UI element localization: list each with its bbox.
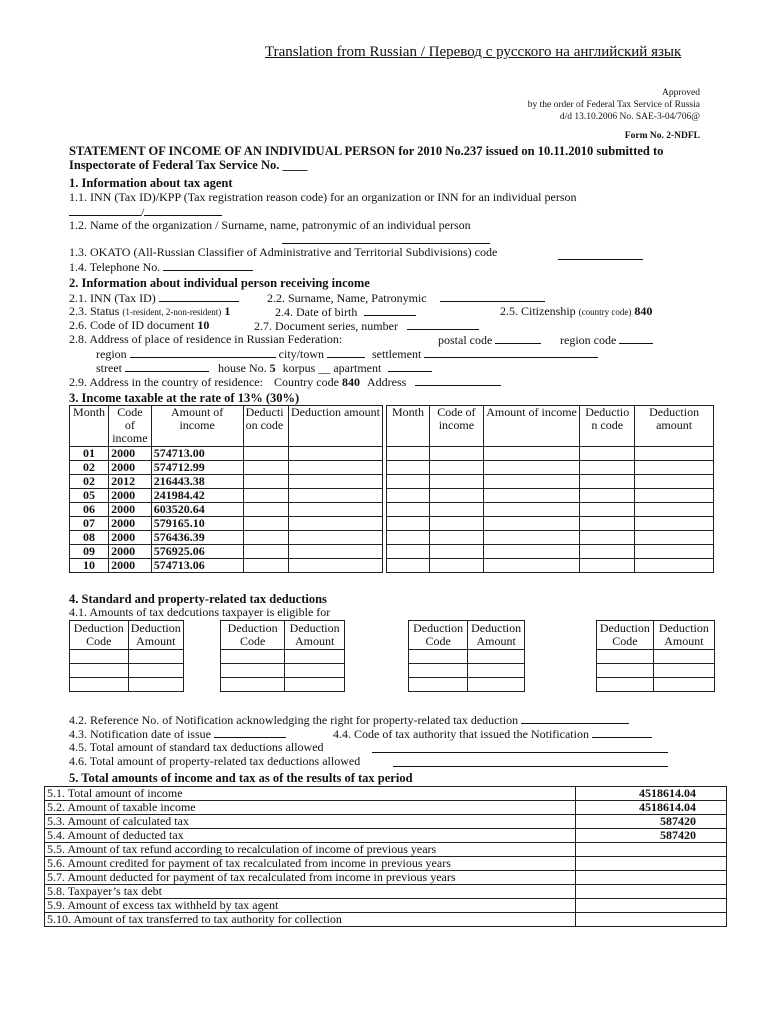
name-input-line[interactable]: [440, 290, 545, 302]
total-value: 587420: [576, 829, 727, 843]
empty-cell[interactable]: [387, 559, 430, 573]
empty-cell[interactable]: [468, 678, 525, 692]
deduction-table-4: [596, 620, 715, 692]
empty-cell[interactable]: [387, 503, 430, 517]
empty-cell[interactable]: [409, 678, 468, 692]
deduction-amount-cell[interactable]: [288, 475, 382, 489]
empty-cell[interactable]: [635, 545, 714, 559]
empty-cell[interactable]: [483, 475, 579, 489]
section-3-title: 3. Income taxable at the rate of 13% (30%): [69, 391, 300, 405]
total-label: 5.8. Taxpayer’s tax debt: [45, 885, 576, 899]
col-deduction-amount: Deduction Amount: [653, 621, 714, 650]
house-value: 5: [269, 361, 276, 375]
income-table-right: [386, 405, 714, 573]
table-row: [45, 787, 727, 801]
table-row: [70, 664, 184, 678]
region-input-line[interactable]: [130, 346, 276, 358]
empty-cell[interactable]: [387, 545, 430, 559]
empty-cell[interactable]: [70, 650, 129, 664]
col-amount-of-income: Amount of income: [151, 406, 243, 447]
amount-cell: 576436.39: [151, 531, 243, 545]
empty-cell[interactable]: [429, 531, 483, 545]
citizenship-value: 840: [634, 304, 653, 318]
field-2-9: [69, 374, 501, 390]
birthdate-input-line[interactable]: [364, 304, 416, 316]
table-row: [70, 545, 383, 559]
month-cell: 08: [70, 531, 109, 545]
table-row: [70, 489, 383, 503]
code-cell: 2000: [109, 461, 152, 475]
country-code-label: Country code: [273, 375, 339, 389]
empty-cell[interactable]: [653, 678, 714, 692]
field-4-4: [333, 726, 652, 742]
empty-cell[interactable]: [221, 664, 285, 678]
deduction-table-3: [408, 620, 525, 692]
empty-cell[interactable]: [597, 650, 654, 664]
settlement-input-line[interactable]: [424, 346, 598, 358]
field-2-9-label: 2.9. Address in the country of residence:: [69, 375, 263, 389]
deduction-code-cell[interactable]: [243, 503, 288, 517]
code-cell: 2000: [109, 559, 152, 573]
empty-cell[interactable]: [429, 517, 483, 531]
document-series-input-line[interactable]: [407, 318, 479, 330]
empty-cell[interactable]: [285, 664, 345, 678]
house-label: house No.: [218, 361, 267, 375]
empty-cell[interactable]: [483, 531, 579, 545]
empty-cell[interactable]: [409, 650, 468, 664]
postal-code-label: postal code: [438, 333, 493, 347]
field-1-2-label: 1.2. Name of the organization / Surname, name, patronymic of an individual person: [69, 218, 471, 232]
field-4-3-label: 4.3. Notification date of issue: [69, 727, 211, 741]
total-label: 5.2. Amount of taxable income: [45, 801, 576, 815]
deduction-code-cell[interactable]: [243, 559, 288, 573]
field-2-6-label: 2.6. Code of ID document: [69, 318, 195, 332]
statement-title: STATEMENT OF INCOME OF AN INDIVIDUAL PERSON for 2010 No.237 issued on 10.11.2010 submitted to: [69, 144, 664, 158]
region-code-label: region code: [560, 333, 617, 347]
empty-cell[interactable]: [580, 545, 635, 559]
empty-cell[interactable]: [468, 650, 525, 664]
income-table-header: [70, 406, 383, 447]
empty-cell[interactable]: [483, 447, 579, 461]
inn-person-input-line[interactable]: [159, 290, 239, 302]
income-table-header: [387, 406, 714, 447]
table-row: [45, 815, 727, 829]
field-2-5: [500, 304, 652, 319]
total-label: 5.6. Amount credited for payment of tax recalculated from income in previous years: [45, 857, 576, 871]
deduction-code-cell[interactable]: [243, 517, 288, 531]
empty-cell[interactable]: [387, 461, 430, 475]
amount-cell: 574713.06: [151, 559, 243, 573]
amount-cell: 241984.42: [151, 489, 243, 503]
city-input-line[interactable]: [327, 346, 365, 358]
table-row: [45, 843, 727, 857]
total-value: 4518614.04: [576, 787, 727, 801]
col-deduction-amount: Deduction amount: [635, 406, 714, 447]
code-cell: 2000: [109, 489, 152, 503]
empty-cell[interactable]: [128, 650, 184, 664]
empty-cell[interactable]: [429, 559, 483, 573]
deduction-amount-cell[interactable]: [288, 461, 382, 475]
deduction-code-cell[interactable]: [243, 461, 288, 475]
amount-cell: 579165.10: [151, 517, 243, 531]
street-input-line[interactable]: [125, 360, 209, 372]
table-row: [45, 871, 727, 885]
table-row: [70, 517, 383, 531]
country-code-value: 840: [341, 375, 360, 389]
standard-deductions-input-line[interactable]: [372, 741, 668, 753]
notification-ref-input-line[interactable]: [521, 712, 629, 724]
col-month: Month: [387, 406, 430, 447]
col-amount-of-income: Amount of income: [483, 406, 579, 447]
field-2-5-label: 2.5. Citizenship: [500, 304, 576, 318]
empty-cell[interactable]: [635, 447, 714, 461]
empty-cell[interactable]: [409, 664, 468, 678]
deduction-amount-cell[interactable]: [288, 447, 382, 461]
empty-cell[interactable]: [580, 447, 635, 461]
korpus-label: korpus __: [282, 361, 331, 375]
empty-cell[interactable]: [635, 489, 714, 503]
col-deduction-amount: Deduction Amount: [128, 621, 184, 650]
table-row: [70, 678, 184, 692]
total-value[interactable]: [576, 857, 727, 871]
col-deduction-code: Deductio n code: [580, 406, 635, 447]
table-row: [387, 545, 714, 559]
empty-cell[interactable]: [635, 531, 714, 545]
field-4-4-label: 4.4. Code of tax authority that issued the Notification: [333, 727, 589, 741]
table-row: [221, 678, 345, 692]
deduction-amount-cell[interactable]: [288, 545, 382, 559]
inspectorate-line: Inspectorate of Federal Tax Service No. ____: [69, 158, 308, 172]
deduction-table-2: [220, 620, 345, 692]
field-2-6: [69, 318, 209, 333]
id-document-code-value: 10: [197, 318, 210, 332]
total-label: 5.3. Amount of calculated tax: [45, 815, 576, 829]
total-value: 587420: [576, 815, 727, 829]
table-row: [387, 489, 714, 503]
table-row: [45, 801, 727, 815]
approved-line-2: by the order of Federal Tax Service of Russia: [527, 100, 700, 110]
field-2-7-label: 2.7. Document series, number: [254, 319, 398, 333]
table-row: [45, 857, 727, 871]
table-row: [409, 650, 525, 664]
apartment-input-line[interactable]: [388, 360, 432, 372]
section-2-title: 2. Information about individual person receiving income: [69, 276, 370, 290]
total-label: 5.5. Amount of tax refund according to recalculation of income of previous years: [45, 843, 576, 857]
empty-cell[interactable]: [70, 678, 129, 692]
region-label: region: [96, 347, 127, 361]
kpp-input-line[interactable]: [144, 204, 222, 216]
table-row: [387, 503, 714, 517]
approved-line-1: Approved: [662, 88, 700, 98]
empty-cell[interactable]: [483, 461, 579, 475]
postal-code-input-line[interactable]: [495, 332, 541, 344]
deduction-code-cell[interactable]: [243, 545, 288, 559]
month-cell: 01: [70, 447, 109, 461]
amount-cell: 603520.64: [151, 503, 243, 517]
field-4-5-label: 4.5. Total amount of standard tax deductions allowed: [69, 740, 324, 754]
table-row: [387, 517, 714, 531]
total-label: 5.4. Amount of deducted tax: [45, 829, 576, 843]
total-value[interactable]: [576, 843, 727, 857]
section-4-title: 4. Standard and property-related tax deductions: [69, 592, 327, 606]
approved-line-3: d/d 13.10.2006 No. SAE-3-04/706@: [559, 112, 700, 122]
deduction-amount-cell[interactable]: [288, 489, 382, 503]
table-row: [70, 531, 383, 545]
code-cell: 2000: [109, 517, 152, 531]
code-cell: 2012: [109, 475, 152, 489]
foreign-address-input-line[interactable]: [415, 374, 501, 386]
empty-cell[interactable]: [429, 475, 483, 489]
total-label: 5.1. Total amount of income: [45, 787, 576, 801]
total-value[interactable]: [576, 899, 727, 913]
field-2-3-label: 2.3. Status: [69, 304, 120, 318]
inn-input-line[interactable]: [69, 204, 141, 216]
col-deduction-code: Deduction Code: [597, 621, 654, 650]
total-value[interactable]: [576, 885, 727, 899]
empty-cell[interactable]: [387, 489, 430, 503]
deduction-amount-cell[interactable]: [288, 503, 382, 517]
table-row: [409, 678, 525, 692]
empty-cell[interactable]: [70, 664, 129, 678]
table-row: [221, 664, 345, 678]
field-1-3-label: 1.3. OKATO (All-Russian Classifier of Administrative and Territorial Subdivisions) code: [69, 245, 498, 259]
inn-kpp-separator: /: [141, 205, 145, 219]
empty-cell[interactable]: [387, 447, 430, 461]
field-2-8-label: 2.8. Address of place of residence in Russian Federation:: [69, 332, 343, 346]
month-cell: 07: [70, 517, 109, 531]
empty-cell[interactable]: [580, 559, 635, 573]
table-row: [70, 650, 184, 664]
empty-cell[interactable]: [387, 475, 430, 489]
empty-cell[interactable]: [597, 664, 654, 678]
field-2-3: [69, 304, 230, 319]
total-label: 5.10. Amount of tax transferred to tax authority for collection: [45, 913, 576, 927]
empty-cell[interactable]: [429, 461, 483, 475]
table-row: [597, 650, 715, 664]
table-row: [409, 664, 525, 678]
deduction-code-cell[interactable]: [243, 489, 288, 503]
col-month: Month: [70, 406, 109, 447]
empty-cell[interactable]: [128, 678, 184, 692]
city-label: city/town: [278, 347, 324, 361]
total-value: 4518614.04: [576, 801, 727, 815]
table-row: [45, 829, 727, 843]
table-row: [45, 913, 727, 927]
empty-cell[interactable]: [387, 517, 430, 531]
code-cell: 2000: [109, 531, 152, 545]
field-1-1-label: 1.1. INN (Tax ID)/KPP (Tax registration reason code) for an organization or INN for an individual person: [69, 190, 577, 204]
col-deduction-code: Deducti on code: [243, 406, 288, 447]
empty-cell[interactable]: [635, 559, 714, 573]
table-row: [70, 503, 383, 517]
empty-cell[interactable]: [221, 678, 285, 692]
apartment-label: apartment: [333, 361, 382, 375]
col-deduction-amount: Deduction Amount: [468, 621, 525, 650]
table-row: [70, 559, 383, 573]
deduction-amount-cell[interactable]: [288, 559, 382, 573]
amount-cell: 574712.99: [151, 461, 243, 475]
month-cell: 02: [70, 475, 109, 489]
empty-cell[interactable]: [580, 517, 635, 531]
empty-cell[interactable]: [483, 489, 579, 503]
total-value[interactable]: [576, 871, 727, 885]
section-1-title: 1. Information about tax agent: [69, 176, 233, 190]
empty-cell[interactable]: [483, 559, 579, 573]
amount-cell: 576925.06: [151, 545, 243, 559]
income-table-left: [69, 405, 383, 573]
field-1-2-input-line[interactable]: [282, 232, 490, 244]
table-row: [597, 664, 715, 678]
empty-cell[interactable]: [580, 461, 635, 475]
status-value: 1: [224, 304, 231, 318]
empty-cell[interactable]: [429, 447, 483, 461]
empty-cell[interactable]: [285, 650, 345, 664]
empty-cell[interactable]: [429, 503, 483, 517]
deduction-code-cell[interactable]: [243, 447, 288, 461]
table-row: [70, 447, 383, 461]
empty-cell[interactable]: [635, 517, 714, 531]
totals-table: [44, 786, 727, 927]
translation-title: Translation from Russian / Перевод с русского на английский язык: [265, 44, 682, 60]
empty-cell[interactable]: [429, 545, 483, 559]
deduction-table-1: [69, 620, 184, 692]
deduction-code-cell[interactable]: [243, 475, 288, 489]
empty-cell[interactable]: [635, 503, 714, 517]
table-row: [387, 559, 714, 573]
approval-block: [528, 87, 700, 123]
section-5-title: 5. Total amounts of income and tax as of the results of tax period: [69, 771, 413, 785]
col-deduction-code: Deduction Code: [409, 621, 468, 650]
table-row: [221, 650, 345, 664]
empty-cell[interactable]: [221, 650, 285, 664]
amount-cell: 216443.38: [151, 475, 243, 489]
month-cell: 06: [70, 503, 109, 517]
total-label: 5.9. Amount of excess tax withheld by tax agent: [45, 899, 576, 913]
field-4-6-label: 4.6. Total amount of property-related tax deductions allowed: [69, 754, 361, 768]
field-2-2-label: 2.2. Surname, Name, Patronymic: [267, 291, 427, 305]
field-4-1-label: 4.1. Amounts of tax dedcutions taxpayer is eligible for: [69, 605, 331, 619]
code-cell: 2000: [109, 447, 152, 461]
table-row: [45, 899, 727, 913]
deduction-code-cell[interactable]: [243, 531, 288, 545]
empty-cell[interactable]: [597, 678, 654, 692]
tax-authority-code-input-line[interactable]: [592, 726, 652, 738]
table-row: [70, 475, 383, 489]
field-2-1-label: 2.1. INN (Tax ID): [69, 291, 156, 305]
field-1-3-input-line[interactable]: [558, 248, 643, 260]
amount-cell: 574713.00: [151, 447, 243, 461]
empty-cell[interactable]: [483, 545, 579, 559]
empty-cell[interactable]: [635, 475, 714, 489]
col-deduction-amount: Deduction amount: [288, 406, 382, 447]
col-deduction-amount: Deduction Amount: [285, 621, 345, 650]
col-deduction-code: Deduction Code: [221, 621, 285, 650]
table-row: [387, 475, 714, 489]
empty-cell[interactable]: [387, 531, 430, 545]
table-row: [70, 461, 383, 475]
region-code-input-line[interactable]: [619, 332, 653, 344]
month-cell: 09: [70, 545, 109, 559]
month-cell: 02: [70, 461, 109, 475]
table-row: [597, 678, 715, 692]
field-2-3-hint: (1-resident, 2-non-resident): [122, 307, 222, 317]
empty-cell[interactable]: [580, 475, 635, 489]
form-number: Form No. 2-NDFL: [624, 131, 700, 141]
col-deduction-code: Deduction Code: [70, 621, 129, 650]
total-value[interactable]: [576, 913, 727, 927]
empty-cell[interactable]: [128, 664, 184, 678]
empty-cell[interactable]: [580, 531, 635, 545]
empty-cell[interactable]: [429, 489, 483, 503]
address-label: Address: [366, 375, 407, 389]
empty-cell[interactable]: [285, 678, 345, 692]
field-1-4-label: 1.4. Telephone No.: [69, 260, 161, 274]
empty-cell[interactable]: [580, 489, 635, 503]
table-row: [387, 531, 714, 545]
code-cell: 2000: [109, 545, 152, 559]
field-1-4: [69, 259, 253, 275]
property-deductions-input-line[interactable]: [393, 755, 668, 767]
month-cell: 05: [70, 489, 109, 503]
field-2-4-label: 2.4. Date of birth: [275, 305, 358, 319]
code-cell: 2000: [109, 503, 152, 517]
street-label: street: [96, 361, 122, 375]
month-cell: 10: [70, 559, 109, 573]
total-label: 5.7. Amount deducted for payment of tax recalculated from income in previous years: [45, 871, 576, 885]
empty-cell[interactable]: [653, 664, 714, 678]
table-row: [387, 461, 714, 475]
deduction-amount-cell[interactable]: [288, 531, 382, 545]
deduction-amount-cell[interactable]: [288, 517, 382, 531]
empty-cell[interactable]: [483, 503, 579, 517]
empty-cell[interactable]: [580, 503, 635, 517]
notification-date-input-line[interactable]: [214, 726, 286, 738]
col-code-of-income: Code of income: [429, 406, 483, 447]
table-row: [387, 447, 714, 461]
empty-cell[interactable]: [483, 517, 579, 531]
empty-cell[interactable]: [468, 664, 525, 678]
table-row: [45, 885, 727, 899]
settlement-label: settlement: [371, 347, 422, 361]
empty-cell[interactable]: [653, 650, 714, 664]
telephone-input-line[interactable]: [163, 259, 253, 271]
col-code-of-income: Code of income: [109, 406, 152, 447]
empty-cell[interactable]: [635, 461, 714, 475]
field-4-2-label: 4.2. Reference No. of Notification acknowledging the right for property-related tax deduction: [69, 713, 519, 727]
field-2-5-hint: (country code): [578, 307, 632, 317]
